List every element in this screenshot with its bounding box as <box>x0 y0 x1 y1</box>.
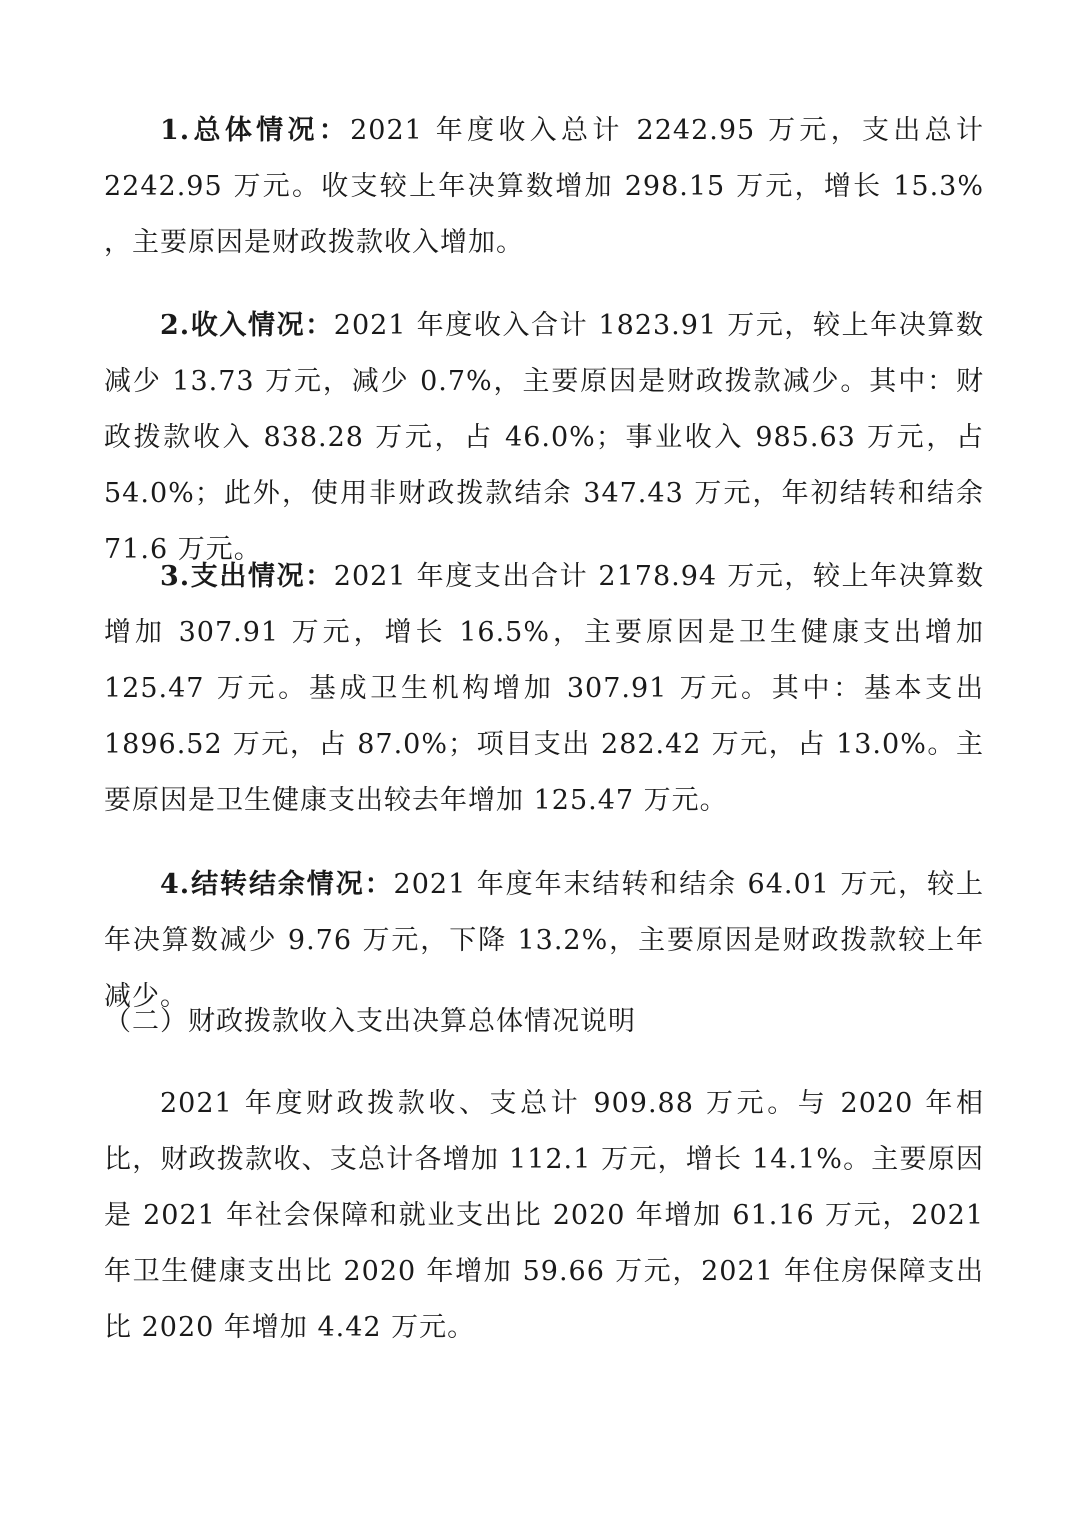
section-overall <box>104 103 984 271</box>
section-overall-lead: 1.总体情况： <box>160 115 351 146</box>
section-expenditure-text: 2021 年度支出合计 2178.94 万元，较上年决算数增加 307.91 万元，增长 16.5%，主要原因是卫生健康支出增加 125.47 万元。基成卫生机构增加 307.91 万元。其中：基本支出 1896.52 万元，占 87.0%；项目支出 282.42 万元，占 13.0%。主要原因是卫生健康支出较去年增加 125.47 万元。 <box>104 561 984 816</box>
section-income-text: 2021 年度收入合计 1823.91 万元，较上年决算数减少 13.73 万元，减少 0.7%，主要原因是财政拨款减少。其中：财政拨款收入 838.28 万元，占 46.0%；事业收入 985.63 万元，占 54.0%；此外，使用非财政拨款结余 347.43 万元，年初结转和结余 71.6 万元。 <box>104 310 984 565</box>
section-overall-text: 2021 年度收入总计 2242.95 万元，支出总计 2242.95 万元。收支较上年决算数增加 298.15 万元，增长 15.3% ，主要原因是财政拨款收入增加。 <box>104 115 984 258</box>
section-carryover-text: 2021 年度年末结转和结余 64.01 万元，较上年决算数减少 9.76 万元，下降 13.2%，主要原因是财政拨款较上年减少。 <box>104 869 985 1012</box>
closing-paragraph: 2021 年度财政拨款收、支总计 909.88 万元。与 2020 年相比，财政拨款收、支总计各增加 112.1 万元，增长 14.1%。主要原因是 2021 年社会保障和就业支出比 2020 年增加 61.16 万元，2021 年卫生健康支出比 2020 年增加 59.66 万元，2021 年住房保障支出比 2020 年增加 4.42 万元。 <box>104 1088 984 1343</box>
subheading-fiscal-appropriation: （二）财政拨款收入支出决算总体情况说明 <box>104 1006 636 1037</box>
section-carryover-lead: 4.结转结余情况： <box>160 869 394 900</box>
section-income <box>104 298 984 578</box>
section-income-lead: 2.收入情况： <box>160 310 334 341</box>
section-expenditure-lead: 3.支出情况： <box>160 561 334 592</box>
section-expenditure <box>104 549 984 829</box>
